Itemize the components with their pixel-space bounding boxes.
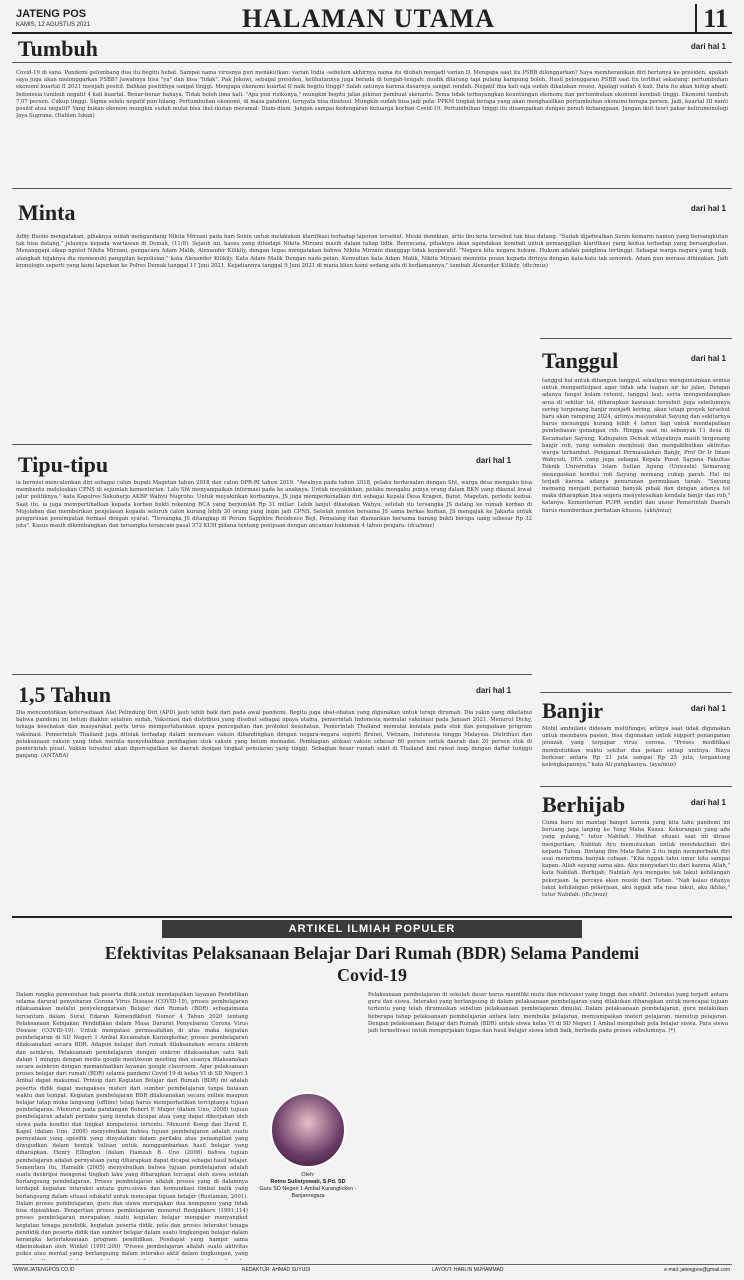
- divider: [12, 674, 532, 675]
- column-text: Cuma baru ini mantap banget karena yang kita tahu pandemi ini beruang jaga lanjing ke Yang Maha Kuasa. Kekurangan yang ada yang pulang," tutur Nabilah. Melihat situasi saat ini dirasa mengerikan, Nabilah Ayu memutuskan untuk mendekatkan diri kepada Tuhan. Bintang film Mata Batin 2 itu ingin memperbaiki diri usai menerima banyak cobaan. "Kita nggak tahu umur kita sampai kapan. Allah sayang sama aku. Aku menyadari itu dari karena Allah," kata Nabilah. Berhijab, Nabilah Ayu mengaku tak takut kehilangan pekerjaan. Ia percaya akan rezeki dari Tuhan. "Nah kalau ditanya takut kehilangan pekerjaan, aku nggak ada rasa takut, aku ikhlas," tutur Nabilah. (dtc/muz): [542, 820, 730, 899]
- page-number: 11: [695, 4, 728, 34]
- column-text: Pelaksanaan pembelajaran di sekolah dasar harus memiliki mutu dan relevansi yang tinggi dan efektif. Interaksi yang terjadi antara guru dan siswa. Interaksi yang berlangsung di dalam pelaksanaan pembelajaran yang dilakukan diharapkan untuk mencapai tujuan tertentu yang telah dirumuskan sebelum pelaksanaan pembelajaran dimulai. Dalam pelaksanaan pembelajaran, guru melakukan beberapa tahap pelaksanaan pembelajaran antara lain: membuka pelajaran, menyampaikan materi pelajaran, menutup pelajaran. Dengan pelaksanaan Belajar dari Rumah (BDR) untuk siswa kelas VI di SD Negeri 1 Ambal mengubah pola belajar siswa. Para siswa jadi termotivasi untuk mengerjakan tugas dan hasil belajar siswa lebih baik, berbeda pada proses sebelumnya. (*): [368, 992, 728, 1035]
- article-title: 1,5 Tahun: [18, 682, 111, 707]
- article-body: [542, 378, 730, 684]
- author-box: [258, 1092, 358, 1212]
- article-title: Berhijab: [542, 792, 626, 817]
- section-title: HALAMAN UTAMA: [242, 4, 495, 33]
- article-berhijab: [540, 786, 732, 914]
- column-text: Mobil ambulans didesain multifungsi, artinya saat tidak digunakan untuk membawa pasien, bisa digunakan untuk support penanganan jenazah yang terpapar virus corona. "Proses modifikasi membutuhkan waktu sekitar dua pekan setiap unitnya. Biaya berkisar antara Rp 21 juta sampai Rp 25 juta, tergantung kelengkapannya," kata Ali pungkasnya. (aya/muz): [542, 726, 730, 769]
- divider: [12, 188, 732, 189]
- continued-label: dari hal 1: [690, 42, 726, 51]
- divider: [12, 62, 732, 63]
- author-caption: [258, 1172, 358, 1200]
- page-header: [12, 6, 732, 34]
- page-footer: [12, 1264, 732, 1274]
- feature-body-left: [16, 992, 248, 1260]
- footer-layout: LAYOUT: HARLIN MUHAMMAD: [432, 1267, 504, 1273]
- column-text: tanggul hal untuk dibangun tanggul, sekaligus mengumumkan semua untuk mengantisipasi agar tidak ada luapan air ke jalan. Dengan adanya fungsi kolam retensi, tanggul laut, serta mengembangkan area di sekitar tol, diharapkan kawasan tersebut juga sebelumnya sering tergenang banjir menjadi kering, akan tetapi proyek tersebut baru akan rampung 2024, artinya masyarakat Sayung dan sekitarnya harus menunggu kurang lebih 4 tahun lagi untuk mendapatkan pembebasan genangan rob. Hingga saat ini sebanyak 11 desa di Kecamatan Sayung, Kabupaten Demak wilayahnya masih tergenang banjir rob, yang semakin membuat dan mengakibatkan aktivitas warga terhambat. Pengamat Permasalahan Banjir, Prof Dr Ir Imam Wahyudi, DEA yang juga sebagai Kepala Pusat Sarjana Fakultas Teknik Universitas Islam Sultan Agung (Unissula) Semarang menegaskan kondisi rob Sayung memang cukup parah. Hal ini terjadi karena adanya penurunan permukaan tanah. "Sayung memang menjadi perhatian banyak pihak dan dengan adanya tol maka diharapkan bisa segera menyelesaikan kendala banjir dan rob," katanya. Kementerian PUPR sendiri dan unsur Pemerintah Daerah harus memberikan perhatian khusus. (akh/muz): [542, 378, 730, 514]
- column-text: Dia mencontohkan ketersediaan Alat Pelindung Diri (APD) jauh lebih baik dari pada awal pandemi. Begitu juga obat-obatan yang digunakan untuk terapi dirumah. Dia yakin yang diketahui bahwa pandemi ini belum diakhir setahun sudah. Vaksinasi dan distribusi yang disebut sebagai upaya utama, pemerintah Indonesia memulai vaksinasi pada Januari 2021. Menurut Dicky, tenaga kesehatan dan masyarakat perlu terus mempertahankan upaya pencegahan dan protokol kesehatan. Pemerintah Thailand memulai kendala pada stok dan pengadaan program vaksinasi. Pemerintah Thailand juga ditolak terhadap dalam memesan vaksin dibandingkan dengan negara-negara seperti Brunei, Vietnam, Indonesia hingga Malaysia. Distribusi dan pelaksanaan vaksin yang tidak merata menyebabkan pembagian stok vaksin yang belum memadai. Pembagian alokasi vaksin sebesar 60 persen untuk daerah dan 20 persen stok di pemerintah pusat. Vaksin tersebut akan dipercepatkan ke daerah dengan tingkat penularan yang tinggi. Sebagian besar rumah sakit di Thailand kini rawat inap dengan daftar tunggu panjang. (ANTARA): [16, 710, 532, 760]
- article-tumbuh: [12, 36, 732, 186]
- feature-body-right: [368, 992, 728, 1260]
- article-body: [542, 820, 730, 912]
- column-text: Covid-19 di sana. Pandemi gelombang dua itu begitu hebat. Sampai nama virusnya pun menakutkan: varian India -sebelum akhirnya nama itu diubah menjadi varian D. Mengapa saat itu PSBB dilonggarkan? Saya memberanikan diri bertanya ke presiden, apakah saya juga akan melonggarkan PSBB? Jawabnya bisa "ya" dan bisa "tidak". Pak Jokowi, sebagai presiden, kelihatannya juga berada di tengah-tengah: mudik dilarang tapi pulang kampung boleh. Hasil pelonggaran PSBB saat itu terlihat sekarang: pertumbuhan ekonomi kuartal II 2021 menjadi positif. Bahkan positifnya sangat tinggi. Mengapa ekonomi kuartal II naik begitu tinggi? Salah satunya karena dasarnya sangat rendah. Negatif dua kali saja sudah dikatakan resesi. Apalagi sudah 4 kali. Data itu akan hidup abadi: Indonesia tumbuh negatif 4 kali kuartal. Benar-benar bahaya. Tidak boleh lima kali. "Apa pun risikonya," mungkin begitu jalan pikiran pembuat skenario. Tema tidak terbayangkan keuntungan ekonomi dan pertumbuhan ekonomi kembali tinggi. Ekonomi tumbuh 7,07 persen. Cukup tinggi. Sigma selalu negatif pun hilang. Pertumbuhan ekonomi, di masa pandemi, ternyata bisa diseteel. Mungkin sudah bisa jadi pola: PPKM tingkat berapa yang akan menghasilkan pertumbuhan ekonomi berapa persen. Jadi, kuartal III nanti positif atau negatif? Yang bukan ekonom mungkin sudah mulai bisa ikut-ikutan meramal. Diam-diam. Jangan sampai kedengaran keluarga korban Covid-19. Pertumbuhan tinggi itu disampaikan dengan penuh kebanggaan. Jangan ikut teori pakar kelirumonologi Jaya Suprana. (Dahlan Iskan): [16, 70, 728, 120]
- continued-label: dari hal 1: [476, 456, 512, 465]
- column-text: ia bermisi mencalonkan diri sebagai calon bupati Magetan tahun 2018 dan calon DPR-RI tahun 2019. "Awalnya pada tahun 2018, pelaku berkenalan dengan Sht, warga desa mengaku bisa membantu meloloskan CPNS di sejumlah kementerian. Lalu Sht menyampaikan informasi pada ke anaknya. Untuk meyakinkan, pelaku mengaku punya orang dalam BKN yang dikenal lewat jalur politiknya," kata Kapolres Sukoharjo AKBP Wahyu Nugroho. Untuk meyakinkan korbannya, JS juga memperkenalkan diri sebagai Kepala Desa Kragen, Barat, Magetan, periode kedua. Saat itu, ia juga mempertihatkan kepada korban bukti rekening BCA yang berjumlah Rp 31 miliar. Lebih lanjut dikatakan Wahyu, setelah itu tersangka JS datang ke rumah korban di Mojolaban dan memberikan penjelasan kepada seluruh calon kurang lebih 30 orang yang ingin jadi CPNS. Setelah nonton bersama JS sama berkas korban, JS mengajak ke Jakarta untuk pengurusan penempatan formasi dengan syarat. "Tersangka JS ditangkap di Perum Sapphire Residence Beji, Pemalang dan diamankan bersama barang bukti berupa uang sebesar Rp 32 juta". Kasus masih dikembangkan dan tersangka terancam pasal 372 KUH pidana tentang penipuan dengan ancaman hukuman 4 tahun penjara. (dca/muz): [16, 480, 532, 530]
- article-body: [16, 70, 728, 184]
- article-title: Tipu-tipu: [18, 452, 109, 477]
- newspaper-page: [12, 6, 732, 1274]
- article-body: [16, 710, 532, 910]
- author-label: Oleh:: [301, 1172, 315, 1178]
- article-banjir: [540, 692, 732, 782]
- footer-redaktur: REDAKTUR: AHMAD SUYUDI: [242, 1267, 311, 1273]
- footer-email: e-mail: jatengpos@gmail.com: [664, 1267, 730, 1273]
- continued-label: dari hal 1: [690, 704, 726, 713]
- divider: [540, 692, 732, 693]
- divider: [540, 786, 732, 787]
- article-satu-lima-tahun: [12, 674, 532, 914]
- article-title: Tumbuh: [18, 36, 98, 61]
- author-role: Guru SD Negeri 1 Ambal Karanglicken - Banjarnegara: [259, 1186, 357, 1199]
- article-title: Tanggul: [542, 348, 619, 373]
- feature-article-title: Efektivitas Pelaksanaan Belajar Dari Rumah (BDR) Selama Pandemi Covid-19: [104, 943, 640, 985]
- divider: [12, 444, 532, 445]
- divider: [12, 916, 732, 918]
- brand-name: JATENG POS: [16, 8, 87, 20]
- article-tanggul: [540, 338, 732, 688]
- column-text: Adhy Buono mengatakan, pihaknya sudah mengundang Nikita Mirzani pada hari Senin untuk melakukan klarifikasi terhadap laporan tersebut. Meski demikian, artis ibu kota tersebut tak bisa datang. "Sudah dijadwalkan Senin kemarin namun yang bersangkutan tak bisa datang," jelasnya kepada wartawan di Demak, (11/8). Sejauh ini, kasus yang dihadapi Nikita Mirzani masih dalam tahap lidik. Berencana, pihaknya akan agendakan kembali untuk pemanggilan klarifikasi yang kedua terhadap yang bersangkutan. Menanggapi sikap ngotot Nikita Mirzani, pengacara Adam Malik, Alexander Kilikily, dengan tegas mengatakan bahwa Nikita Mirzani dianggap tidak kooperatif. "Negara kita negara hukum. Hukum adalah panglima tertinggi. Sebagai warga negara yang baik, alangkah bijaknya dia memenuhi panggilan kepolisian," kata Alexander Kilikily. Kata Adam Malik Dengan nada pelan. Kemudian kata Adam Malik, Nikita Mirzani meminta pesan kepada dirinya dengan kata-kata tak senonoh. Adam pun merasa dihinakan. Jadi kronologis seperti yang kami laporkan ke Polres Demak tanggal 11 Juni 2021. Kejadiannya tanggal 9 Juni 2021 di mana klien kami sedang ada di kediamannya," tambah Alexander Kilikily. (dtc/muz): [16, 234, 728, 269]
- feature-banner: ARTIKEL ILMIAH POPULER: [162, 920, 582, 938]
- issue-date: KAMIS, 12 AGUSTUS 2021: [16, 22, 91, 28]
- continued-label: dari hal 1: [476, 686, 512, 695]
- author-photo: [270, 1092, 346, 1168]
- article-body: [16, 480, 532, 664]
- divider: [540, 338, 732, 339]
- article-title: Banjir: [542, 698, 604, 723]
- continued-label: dari hal 1: [690, 204, 726, 213]
- footer-site: WWW.JATENGPOS.CO.ID: [14, 1267, 75, 1273]
- continued-label: dari hal 1: [690, 354, 726, 363]
- column-text: Dalam rangka pemenuhan hak peserta didik untuk mendapatkan layanan Pendidikan selama darurat penyebaran Corona Virus Disease (COVID-19), proses pembelajaran dilaksanakan melalui penyelenggaraan Belajar dari Rumah (BDR) sebagaimana tercantum dalam Surat Edaran Kemendikbud Nomor 4 Tahun 2020 tentang Pelaksanaan Kebijakan Pendidikan dalam Masa Darurat Penyebaran Corona Virus Disease (COVID-19). Untuk mengatasi permasalahan di atas maka kegiatan pembelajaran di SD Negeri 1 Ambal Kecamatan Karangkobar, proses pembelajaran dilaksanakan secara BDR. Adapun belajar dari rumah dilaksanakan secara sinkron dan asinkron. Pelaksanaan pembelajaran dengan sinkron dilaksanakan satu kali dalam 1 minggu dengan media google meet/zoom meeting dan sisanya dilaksanakan secara asinkron dengan memanfaatkan layanan google classroom. Agar pelaksanaan proses belajar dari rumah (BDR) selama pandemi Covid-19 di kelas VI di SD Negeri 1 Ambal dapat maksimal. Prinsip dari Kegiatan Belajar dari Rumah (BDR) ini adalah peserta didik dapat mengakses materi dari sumber pembelajaran tanpa batasan waktu dan tempat. Kegiatan pembelajaran BDR dilaksanakan secara online maupun belajar tatap muka langsung (offline) tetap harus memperhatikan terciptanya tujuan pembelajaran. Menurut pada pandangan Robert E Mager (dalam Uno, 2008) tujuan pembelajaran adalah perilaku yang hendak dicapai atau yang dapat dikerjakan oleh siswa pada kondisi dan tingkat kompetensi tertentu. Menurut Kemp dan David E. Kapel (dalam Uno, 2008) menyebutkan bahwa tujuan pembelajaran adalah suatu pernyataan yang spesifik yang dinyatakan dalam perilaku atau penampilan yang diwujudkan dalam bentuk tulisan untuk menggambarkan hasil belajar yang diharapkan. Henry Ellington (dalam Hamzah B. Uno (2008) bahwa tujuan pembelajaran adalah pernyataan yang diharapkan dapat dicapai sebagai hasil belajar. Sementara itu, Hamalik (2005) menyebutkan bahwa tujuan pembelajaran adalah suatu deskripsi mengenai tingkah laku yang diharapkan tercapai oleh siswa setelah berlangsung pembelajaran. Proses pembelajaran adalah proses yang di dalamnya terdapat kegiatan interaksi antara guru-siswa dan komunikasi timbal balik yang berlangsung dalam situasi edukatif untuk mencapai tujuan belajar (Rustaman, 2001). Dalam proses pembelajaran, guru dan siswa merupakan dua komponen yang tidak bisa dipisahkan. Pengertian proses pembelajaran menurut Rooijakkers (1991:114) proses pembelajaran merupakan suatu kegiatan belajar mengajar menyangkut kegiatan tenaga pendidik, kegiatan peserta didik, pola dan proses interaksi tenaga pendidik dan peserta didik dan sumber belajar dalam suatu lingkungan belajar dalam kerangka keterlaksanaan program pendidikan. Pendapat yang hampir sama dikemukakan oleh Winkel (1991:200) "Proses pembelajaran adalah suatu aktivitas psikis atau mental yang berlangsung dalam interaksi aktif dalam lingkungan, yang: [16, 992, 248, 1258]
- author-name: Retno Sulistyowati, S.Pd. SD: [270, 1179, 346, 1185]
- article-title: Minta: [18, 200, 76, 225]
- article-body: [542, 726, 730, 780]
- continued-label: dari hal 1: [690, 798, 726, 807]
